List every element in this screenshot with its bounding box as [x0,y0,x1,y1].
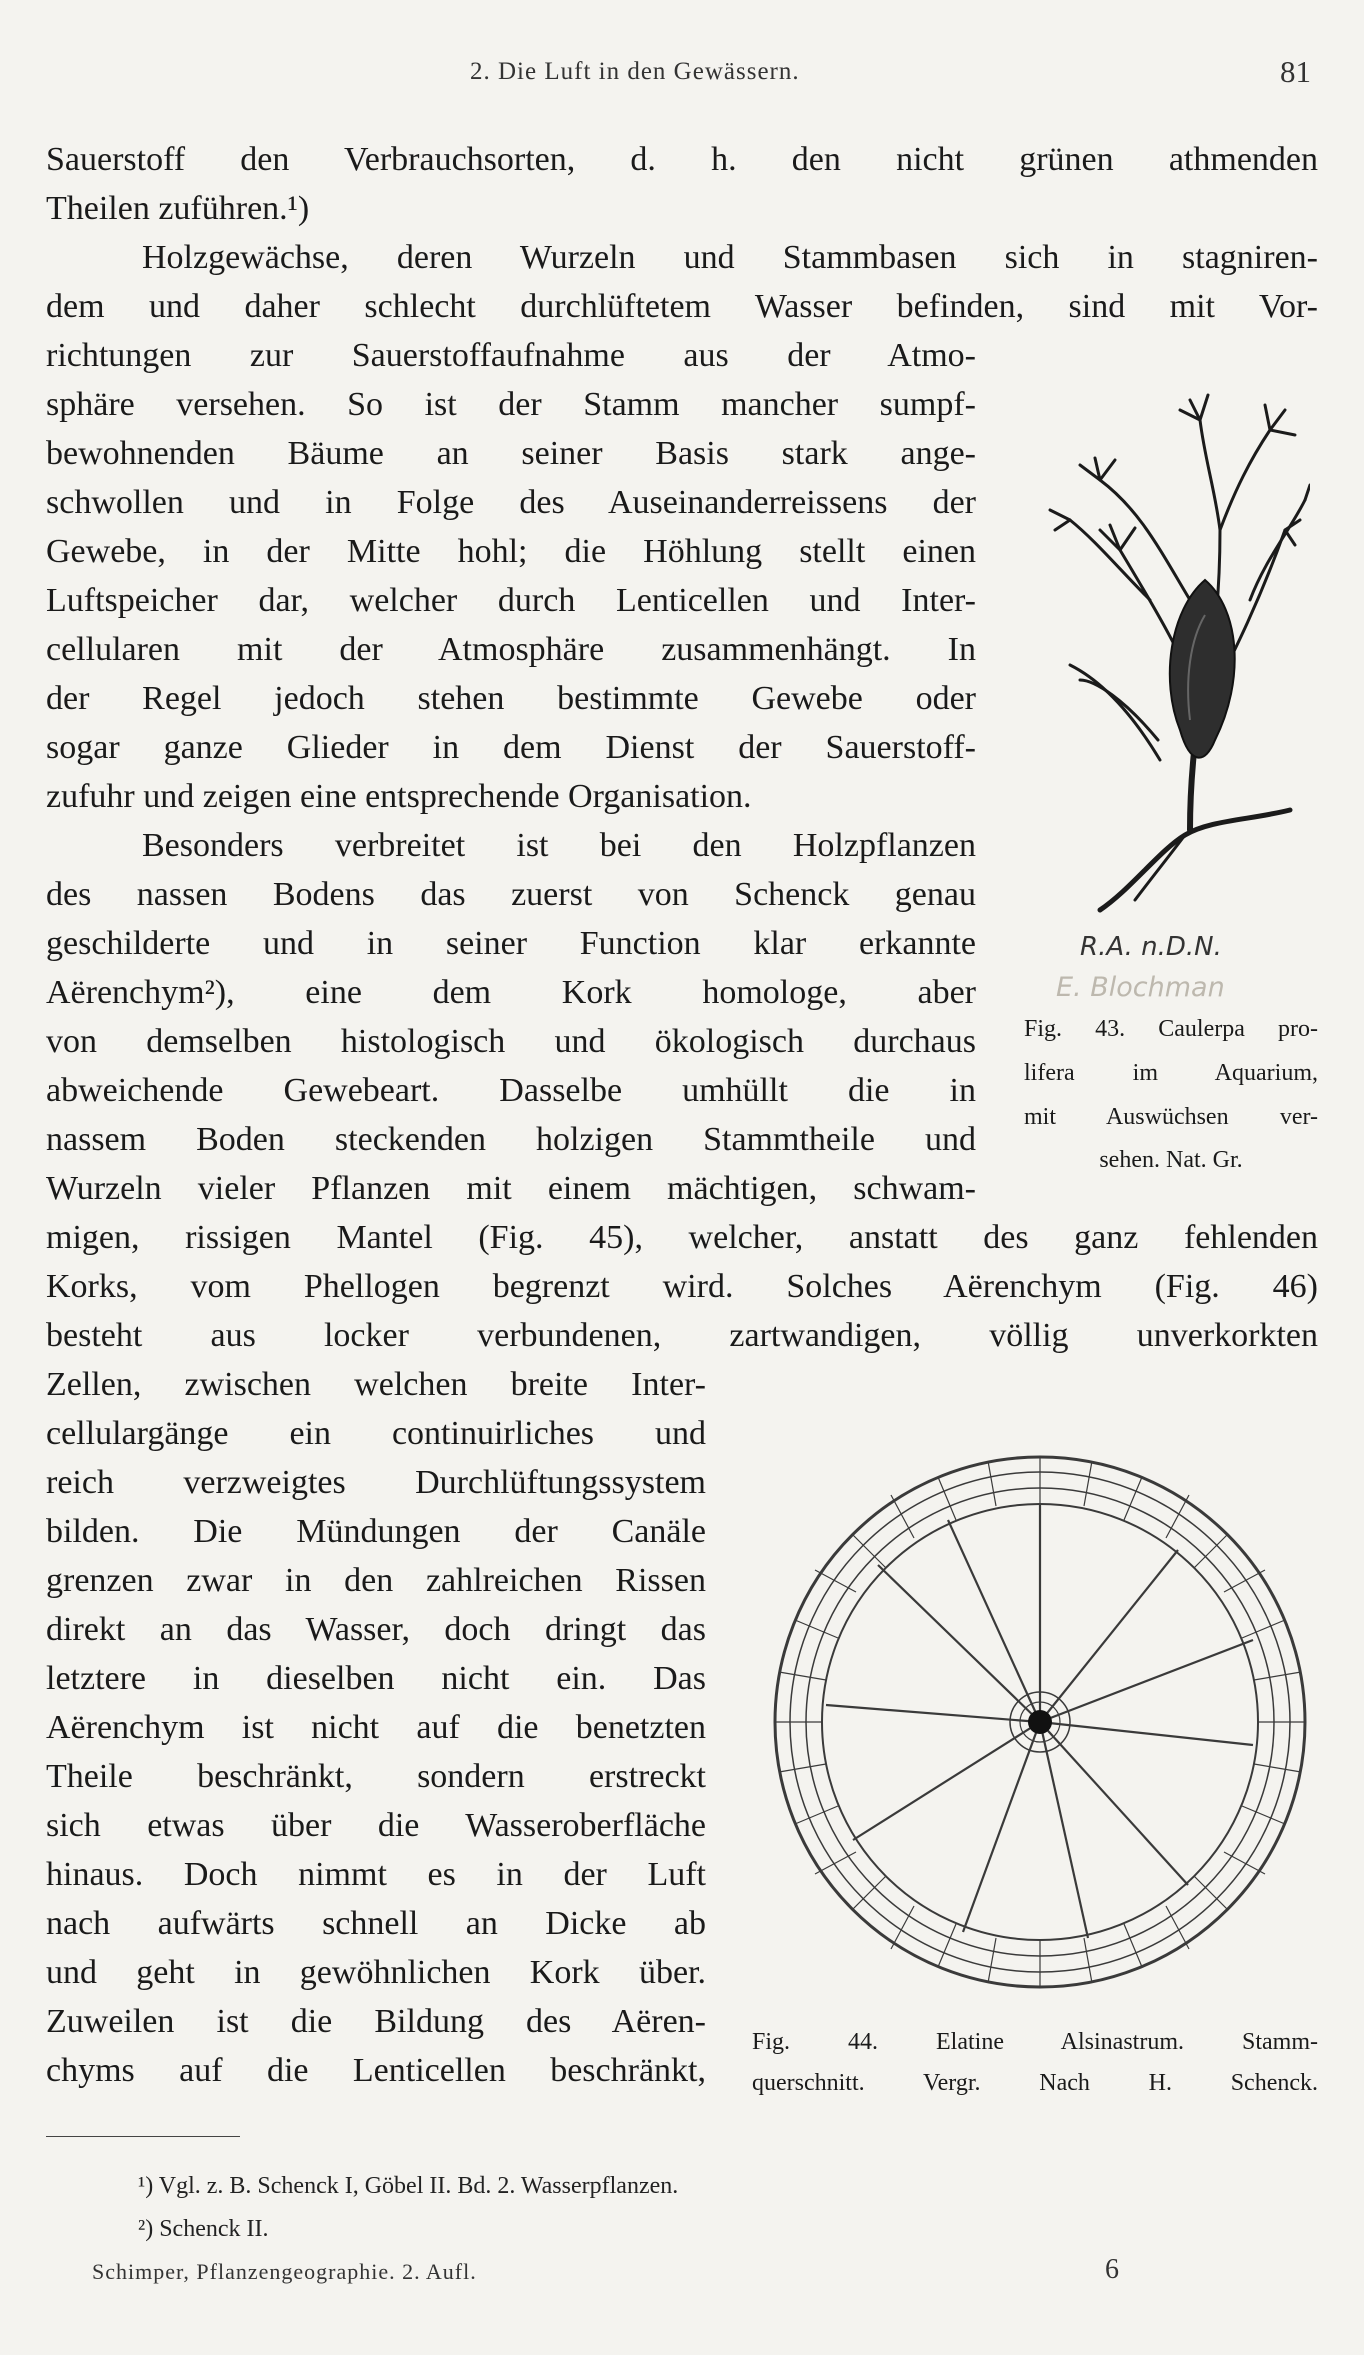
text-line: bilden. Die Mündungen der Canäle [46,1513,706,1550]
text-line: Luftspeicher dar, welcher durch Lenticellen und Inter- [46,582,976,619]
text-line: Aërenchym²), eine dem Kork homologe, aber [46,974,976,1011]
text-line: besteht aus locker verbundenen, zartwandigen, völlig unverkorkten [46,1317,1318,1354]
text-line: chyms auf die Lenticellen beschränkt, [46,2052,706,2089]
text-line: sich etwas über die Wasseroberfläche [46,1807,706,1844]
text-line: grenzen zwar in den zahlreichen Rissen [46,1562,706,1599]
caption-line: lifera im Aquarium, [1024,1060,1318,1086]
caption-line: sehen. Nat. Gr. [1099,1147,1243,1173]
text-line: richtungen zur Sauerstoffaufnahme aus der Atmo- [46,337,976,374]
running-header [0,54,1364,98]
text-line: der Regel jedoch stehen bestimmte Gewebe oder [46,680,976,717]
page-number: 81 [1280,54,1311,89]
text-line: Korks, vom Phellogen begrenzt wird. Solches Aërenchym (Fig. 46) [46,1268,1318,1305]
text-line: reich verzweigtes Durchlüftungssystem [46,1464,706,1501]
text-line: und geht in gewöhnlichen Kork über. [46,1954,706,1991]
text-line: schwollen und in Folge des Auseinanderreissens der [46,484,976,521]
text-line: Theile beschränkt, sondern erstreckt [46,1758,706,1795]
footnote-divider [46,2136,240,2137]
running-title: 2. Die Luft in den Gewässern. [470,58,800,85]
caption-line: mit Auswüchsen ver- [1024,1104,1318,1130]
text-line: sphäre versehen. So ist der Stamm mancher sumpf- [46,386,976,423]
caption-line: Fig. 44. Elatine Alsinastrum. Stamm- [752,2029,1318,2055]
text-line: cellulargänge ein continuirliches und [46,1415,706,1452]
text-line: geschilderte und in seiner Function klar erkannte [46,925,976,962]
text-line: Wurzeln vieler Pflanzen mit einem mächtigen, schwam- [46,1170,976,1207]
text-line: von demselben histologisch und ökologisch durchaus [46,1023,976,1060]
text-line: Sauerstoff den Verbrauchsorten, d. h. den nicht grünen athmenden [46,141,1318,178]
text-line: migen, rissigen Mantel (Fig. 45), welcher, anstatt des ganz fehlenden [46,1219,1318,1256]
text-line: Zellen, zwischen welchen breite Inter- [46,1366,706,1403]
text-line: hinaus. Doch nimmt es in der Luft [46,1856,706,1893]
text-line: Aërenchym ist nicht auf die benetzten [46,1709,706,1746]
text-line: des nassen Bodens das zuerst von Schenck genau [46,876,976,913]
text-line: Holzgewächse, deren Wurzeln und Stammbasen sich in stagniren- [142,239,1318,276]
caulerpa-illustration [1040,380,1310,950]
text-line: direkt an das Wasser, doch dringt das [46,1611,706,1648]
text-line: bewohnenden Bäume an seiner Basis stark ange- [46,435,976,472]
text-line: letztere in dieselben nicht ein. Das [46,1660,706,1697]
sheet-signature: 6 [1105,2254,1119,2285]
text-line: sogar ganze Glieder in dem Dienst der Sauerstoff- [46,729,976,766]
text-line: cellularen mit der Atmosphäre zusammenhängt. In [46,631,976,668]
footnote: ¹) Vgl. z. B. Schenck I, Göbel II. Bd. 2. Wasserpflanzen. [138,2173,679,2199]
text-line: dem und daher schlecht durchlüftetem Wasser befinden, sind mit Vor- [46,288,1318,325]
artist-signature: R.A. n.D.N. [1080,932,1222,962]
caption-line: querschnitt. Vergr. Nach H. Schenck. [752,2070,1318,2096]
text-line: Theilen zuführen.¹) [46,190,310,227]
text-line: nach aufwärts schnell an Dicke ab [46,1905,706,1942]
footnote: ²) Schenck II. [138,2216,269,2242]
text-line: nassem Boden steckenden holzigen Stammtheile und [46,1121,976,1158]
text-line: zufuhr und zeigen eine entsprechende Organisation. [46,778,752,815]
caption-line: Fig. 43. Caulerpa pro- [1024,1016,1318,1042]
text-line: Zuweilen ist die Bildung des Aëren- [46,2003,706,2040]
faint-signature: E. Blochman [1056,972,1225,1003]
publication-footer: Schimper, Pflanzengeographie. 2. Aufl. [92,2259,477,2284]
text-line: abweichende Gewebeart. Dasselbe umhüllt die in [46,1072,976,1109]
text-line: Besonders verbreitet ist bei den Holzpflanzen [142,827,976,864]
text-line: Gewebe, in der Mitte hohl; die Höhlung stellt einen [46,533,976,570]
stem-cross-section-diagram [768,1440,1318,2010]
